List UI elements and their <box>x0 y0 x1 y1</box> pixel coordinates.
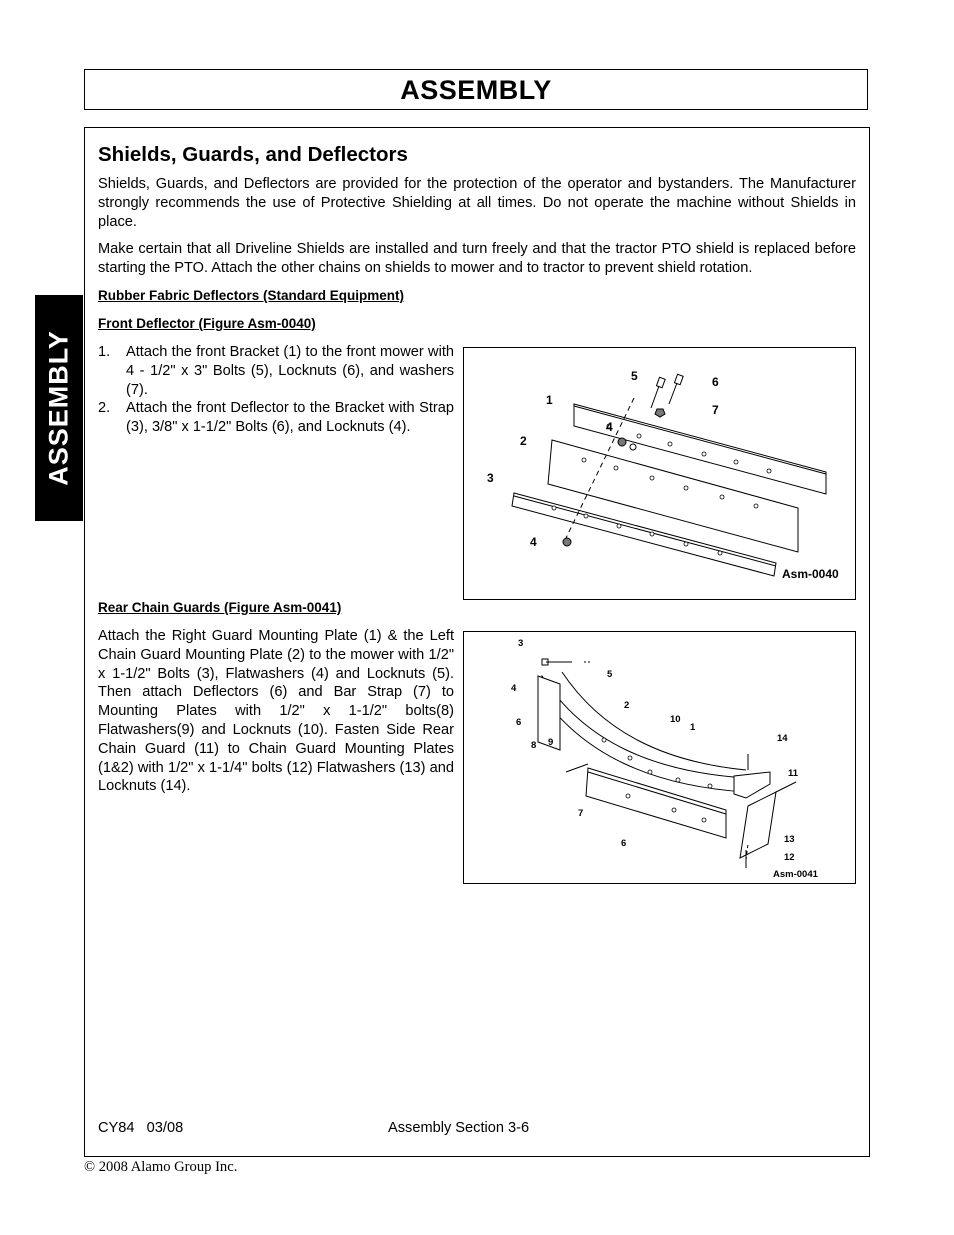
section-title: Shields, Guards, and Deflectors <box>98 143 408 166</box>
step-number: 1. <box>98 344 111 360</box>
callout-label: 12 <box>784 852 795 863</box>
callout-label: 9 <box>548 737 554 748</box>
callout-label: 3 <box>518 638 524 649</box>
rear-chain-guards-heading: Rear Chain Guards (Figure Asm-0041) <box>98 600 342 615</box>
driveline-paragraph: Make certain that all Driveline Shields are installed and turn freely and that the tractor PTO shield is replaced before starting the PTO. Attach the other chains on shields to mower and to tractor to prevent shield rotation. <box>98 241 856 276</box>
callout-label: 7 <box>712 403 719 417</box>
rubber-deflectors-heading: Rubber Fabric Deflectors (Standard Equipment) <box>98 288 405 303</box>
callout-label: 5 <box>631 369 638 383</box>
side-tab-label: ASSEMBLY <box>43 330 74 486</box>
callout-label: 8 <box>531 740 537 751</box>
figure-callouts <box>511 638 819 880</box>
front-deflector-diagram <box>464 348 855 599</box>
step-number: 2. <box>98 400 111 417</box>
callout-label: 13 <box>784 834 795 845</box>
step-item <box>98 343 454 399</box>
intro-paragraph: Shields, Guards, and Deflectors are provided for the protection of the operator and bystanders. The Manufacturer strongly recommends the use of Protective Shielding at all times. Do not operate the machine without Shields in place. <box>98 176 856 230</box>
callout-label: 6 <box>621 838 627 849</box>
callout-label: 3 <box>487 471 494 485</box>
page-header <box>84 69 868 110</box>
callout-label: 11 <box>788 768 799 779</box>
figure-id: Asm-0040 <box>782 567 839 581</box>
header-title: ASSEMBLY <box>400 75 552 105</box>
callout-label: 4 <box>606 420 613 434</box>
rear-chain-guards-paragraph: Attach the Right Guard Mounting Plate (1) & the Left Chain Guard Mounting Plate (2) to the mower with 1/2" x 1-1/2" Bolts (3), Flatwashers (4) and Locknuts (5). Then attach Deflectors (6) and Bar Strap (7) to Mounting Plates with 1/2" x 1-1/2" bolts(8) Flatwashers(9) and Locknuts (10). Fasten Side Rear Chain Guard (11) to Chain Guard Mounting Plates (1&2) with 1/2" x 1-1/4" bolts (12) Flatwashers (13) and Locknuts (14). <box>98 628 454 795</box>
callout-label: 2 <box>624 700 630 711</box>
callout-label: 4 <box>530 535 537 549</box>
rear-chain-guard-diagram <box>464 632 855 883</box>
callout-label: 1 <box>690 722 696 733</box>
footer-section: Assembly Section 3-6 <box>388 1120 530 1136</box>
callout-label: 4 <box>511 683 517 694</box>
callout-label: 1 <box>546 393 553 407</box>
step-item <box>98 399 454 437</box>
step-text: Attach the front Bracket (1) to the front mower with 4 - 1/2" x 3" Bolts (5), Locknuts (6), and washers (7). <box>126 344 454 398</box>
footer-model: CY84 03/08 <box>98 1120 184 1136</box>
figure-asm-0041 <box>463 631 856 884</box>
callout-label: 5 <box>607 669 613 680</box>
callout-label: 10 <box>670 714 681 725</box>
callout-label: 6 <box>712 375 719 389</box>
callout-label: 14 <box>777 733 788 744</box>
callout-label: 7 <box>578 808 584 819</box>
callout-label: 6 <box>516 717 522 728</box>
step-text: Attach the front Deflector to the Bracket with Strap (3), 3/8" x 1-1/2" Bolts (6), and Locknuts (4). <box>126 400 454 436</box>
figure-asm-0040 <box>463 347 856 600</box>
front-deflector-steps <box>98 343 454 437</box>
callout-label: 2 <box>520 434 527 448</box>
figure-id: Asm-0041 <box>773 869 818 880</box>
copyright: © 2008 Alamo Group Inc. <box>84 1159 238 1175</box>
front-deflector-heading: Front Deflector (Figure Asm-0040) <box>98 316 316 331</box>
side-tab <box>35 295 83 521</box>
